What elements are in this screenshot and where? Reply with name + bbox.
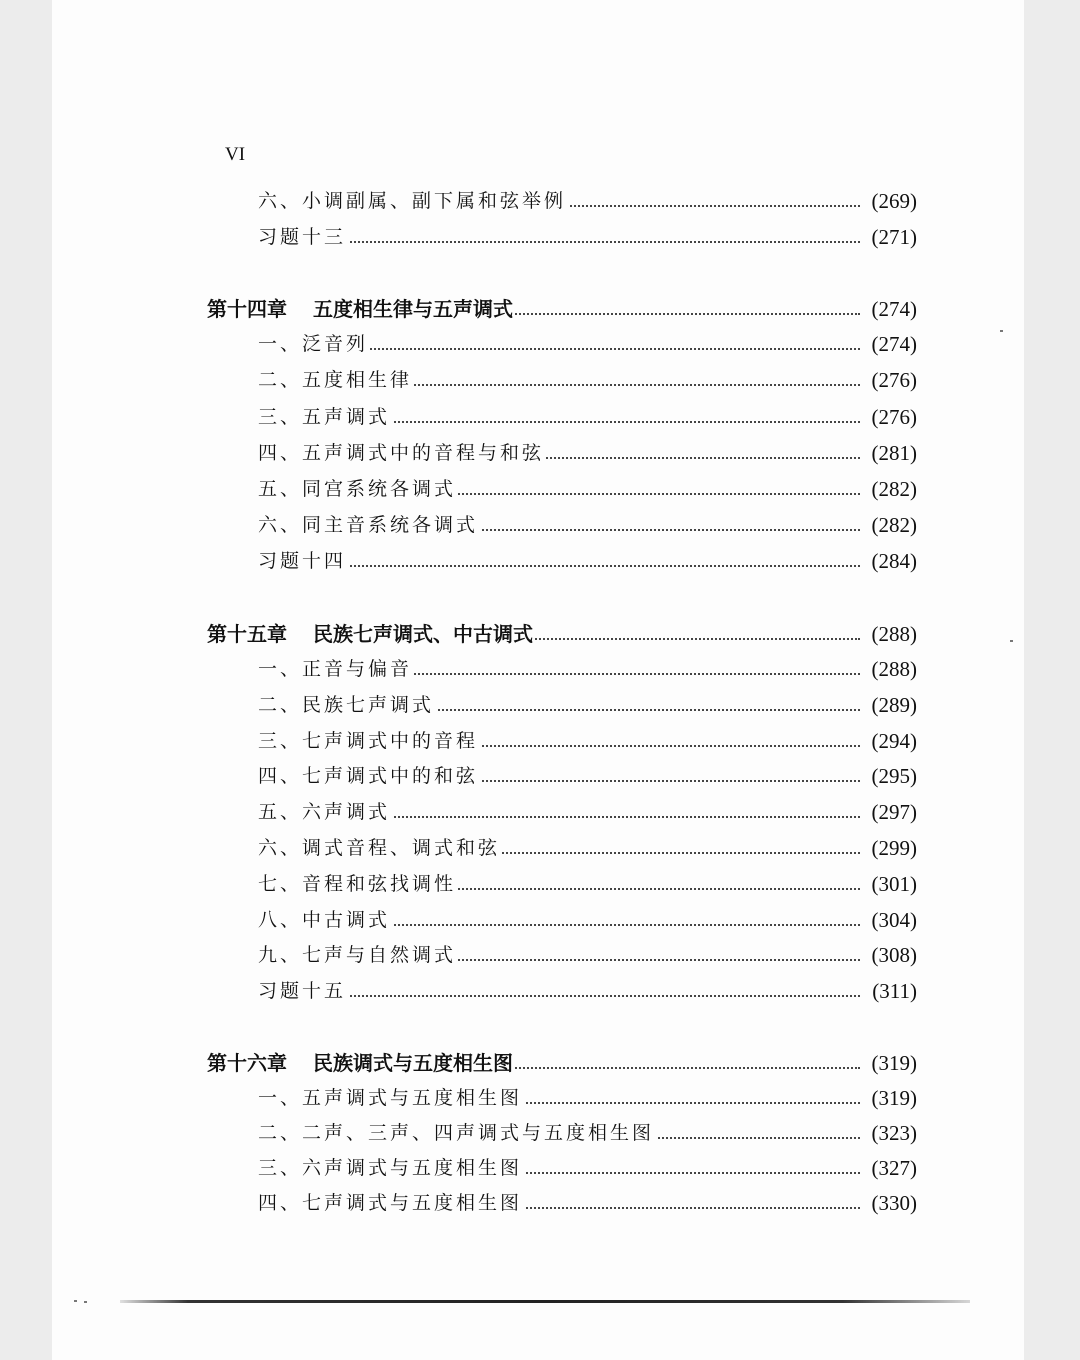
section-title: 二、五度相生律 <box>258 362 414 398</box>
toc-section-entry[interactable] <box>0 471 1080 507</box>
toc-section-entry[interactable] <box>0 973 1080 1009</box>
page-reference: (284) <box>861 543 917 579</box>
toc-section-entry[interactable] <box>0 435 1080 471</box>
toc-section-entry[interactable] <box>0 866 1080 902</box>
page-reference: (281) <box>861 435 917 471</box>
page-reference: (327) <box>861 1150 917 1186</box>
toc-section-entry[interactable] <box>0 183 1080 219</box>
chapter-title: 民族七声调式、中古调式 <box>313 622 533 646</box>
toc-section-entry[interactable] <box>0 1185 1080 1221</box>
scan-speck <box>74 1300 77 1302</box>
page-reference: (297) <box>861 794 917 830</box>
section-title: 四、五声调式中的音程与和弦 <box>258 435 546 471</box>
toc-section-entry[interactable] <box>0 362 1080 398</box>
page-reference: (282) <box>861 507 917 543</box>
page-reference: (304) <box>861 902 917 938</box>
toc-section-entry[interactable] <box>0 758 1080 794</box>
page-reference: (319) <box>861 1045 917 1081</box>
section-title: 六、同主音系统各调式 <box>258 507 480 543</box>
dot-leader <box>262 565 860 567</box>
page-reference: (323) <box>861 1115 917 1151</box>
page-header-number: VI <box>225 144 246 165</box>
toc-section-entry[interactable] <box>0 1115 1080 1151</box>
scan-speck <box>1010 640 1013 642</box>
toc-section-entry[interactable] <box>0 399 1080 435</box>
page-reference: (271) <box>861 219 917 255</box>
dot-leader <box>262 241 860 243</box>
page-reference: (311) <box>861 973 917 1009</box>
page-reference: (274) <box>861 326 917 362</box>
section-title: 二、民族七声调式 <box>258 687 436 723</box>
section-title: 五、同宫系统各调式 <box>258 471 458 507</box>
section-title: 一、正音与偏音 <box>258 651 414 687</box>
section-title: 习题十五 <box>258 973 348 1009</box>
page-reference: (301) <box>861 866 917 902</box>
section-title: 六、调式音程、调式和弦 <box>258 830 502 866</box>
page-reference: (295) <box>861 758 917 794</box>
section-title: 一、泛音列 <box>258 326 370 362</box>
section-title: 二、二声、三声、四声调式与五度相生图 <box>258 1115 656 1151</box>
page-reference: (319) <box>861 1080 917 1116</box>
page-reference: (288) <box>861 651 917 687</box>
section-title: 四、七声调式与五度相生图 <box>258 1185 524 1221</box>
page-reference: (294) <box>861 723 917 759</box>
page-reference: (289) <box>861 687 917 723</box>
section-title: 八、中古调式 <box>258 902 392 938</box>
page-reference: (299) <box>861 830 917 866</box>
toc-section-entry[interactable] <box>0 902 1080 938</box>
toc-section-entry[interactable] <box>0 651 1080 687</box>
page-reference: (330) <box>861 1185 917 1221</box>
page-reference: (269) <box>861 183 917 219</box>
scan-speck <box>84 1301 87 1303</box>
chapter-number: 第十五章 <box>207 622 287 646</box>
toc-section-entry[interactable] <box>0 543 1080 579</box>
chapter-number: 第十四章 <box>207 297 287 321</box>
section-title: 三、五声调式 <box>258 399 392 435</box>
section-title: 七、音程和弦找调性 <box>258 866 458 902</box>
toc-section-entry[interactable] <box>0 723 1080 759</box>
section-title: 三、六声调式与五度相生图 <box>258 1150 524 1186</box>
page-reference: (276) <box>861 362 917 398</box>
toc-section-entry[interactable] <box>0 830 1080 866</box>
chapter-title: 民族调式与五度相生图 <box>313 1051 513 1075</box>
section-title: 九、七声与自然调式 <box>258 937 458 973</box>
chapter-heading <box>207 616 535 652</box>
chapter-heading <box>207 1045 515 1081</box>
toc-section-entry[interactable] <box>0 326 1080 362</box>
section-title: 习题十三 <box>258 219 348 255</box>
section-title: 习题十四 <box>258 543 348 579</box>
toc-section-entry[interactable] <box>0 219 1080 255</box>
toc-chapter-entry[interactable] <box>0 1045 1080 1081</box>
toc-section-entry[interactable] <box>0 794 1080 830</box>
section-title: 五、六声调式 <box>258 794 392 830</box>
chapter-number: 第十六章 <box>207 1051 287 1075</box>
chapter-title: 五度相生律与五声调式 <box>313 297 513 321</box>
toc-chapter-entry[interactable] <box>0 616 1080 652</box>
toc-section-entry[interactable] <box>0 687 1080 723</box>
section-title: 三、七声调式中的音程 <box>258 723 480 759</box>
section-title: 四、七声调式中的和弦 <box>258 758 480 794</box>
toc-chapter-entry[interactable] <box>0 291 1080 327</box>
toc-section-entry[interactable] <box>0 937 1080 973</box>
dot-leader <box>262 995 860 997</box>
page-reference: (276) <box>861 399 917 435</box>
toc-section-entry[interactable] <box>0 507 1080 543</box>
page-reference: (274) <box>861 291 917 327</box>
scan-speck <box>1000 330 1003 332</box>
chapter-heading <box>207 291 515 327</box>
section-title: 一、五声调式与五度相生图 <box>258 1080 524 1116</box>
section-title: 六、小调副属、副下属和弦举例 <box>258 183 568 219</box>
page-reference: (308) <box>861 937 917 973</box>
toc-section-entry[interactable] <box>0 1080 1080 1116</box>
scan-artifact-line <box>120 1300 970 1303</box>
toc-section-entry[interactable] <box>0 1150 1080 1186</box>
page-reference: (288) <box>861 616 917 652</box>
page-reference: (282) <box>861 471 917 507</box>
